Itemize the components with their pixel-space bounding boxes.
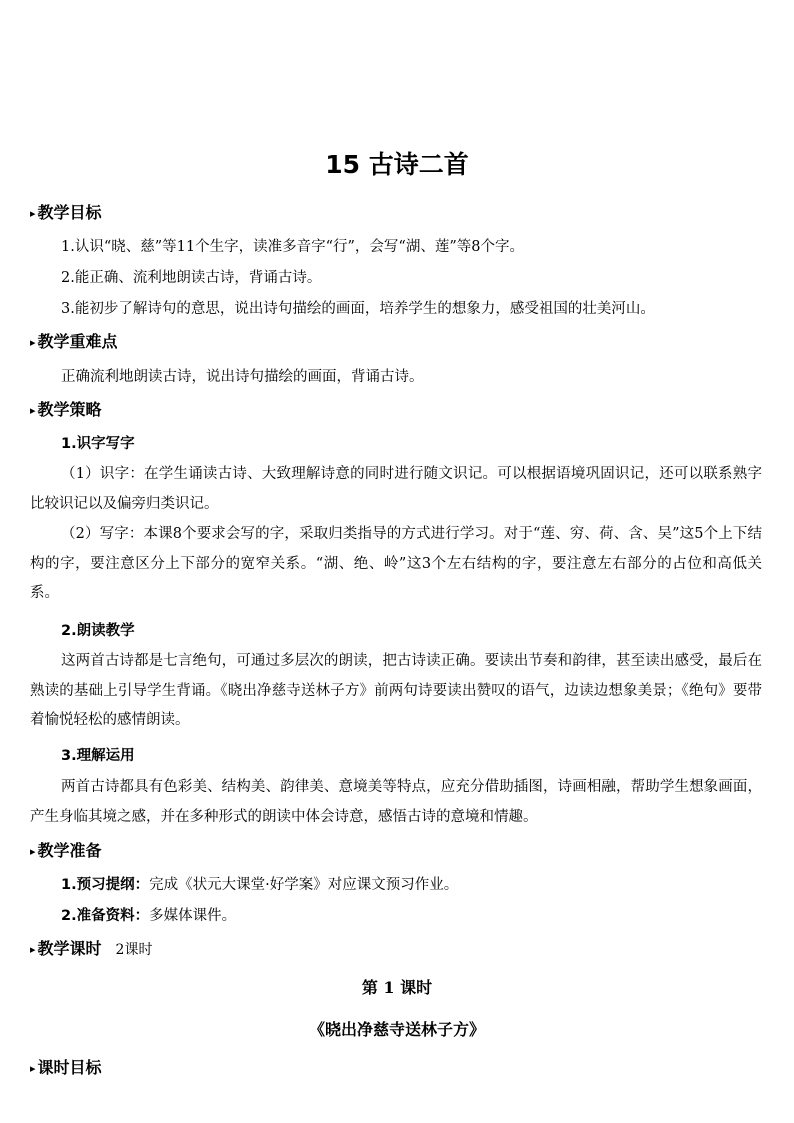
triangle-marker-icon: ▸ (30, 845, 36, 858)
triangle-marker-icon: ▸ (30, 943, 36, 956)
section-keypoints-heading: ▸ 教学重难点 (30, 332, 118, 351)
section-goals-heading: ▸ 教学目标 (30, 203, 102, 222)
goal-item-1: 1.认识“晓、慈”等11个生字，读准多音字“行”，会写“湖、莲”等8个字。 (61, 239, 524, 255)
triangle-marker-icon: ▸ (30, 207, 36, 220)
section-hours-heading: ▸ 教学课时 2课时 (30, 939, 153, 958)
triangle-marker-icon: ▸ (30, 1062, 36, 1075)
strategy-sub-heading-2: 2.朗读教学 (61, 623, 135, 639)
poem-title: 《晓出净慈寺送林子方》 (308, 1020, 485, 1039)
triangle-marker-icon: ▸ (30, 404, 36, 417)
strategy-paragraph-2: （2）写字：本课8个要求会写的字，采取归类指导的方式进行学习。对于“莲、穷、荷、含、吴”这5个上下结构的字，要注意区分上下部分的宽窄关系。“湖、绝、岭”这3个左右结构的字，要注意左右部分的占位和高低关系。 (30, 526, 762, 601)
hours-value: 2课时 (115, 942, 153, 958)
goal-item-2: 2.能正确、流利地朗读古诗，背诵古诗。 (61, 270, 322, 286)
section-strategy-heading: ▸ 教学策略 (30, 400, 102, 419)
strategy-sub-heading-3: 3.理解运用 (61, 748, 135, 764)
prep-item-1: 1.预习提纲：完成《状元大课堂·好学案》对应课文预习作业。 (61, 877, 459, 893)
strategy-sub-heading-1: 1.识字写字 (61, 436, 135, 452)
keypoints-text: 正确流利地朗读古诗，说出诗句描绘的画面，背诵古诗。 (61, 369, 424, 385)
section-prep-heading: ▸ 教学准备 (30, 841, 102, 860)
page-title: 15 古诗二首 (325, 150, 469, 179)
section-lesson-goal-heading: ▸ 课时目标 (30, 1058, 102, 1077)
triangle-marker-icon: ▸ (30, 336, 36, 349)
strategy-paragraph-3: 这两首古诗都是七言绝句，可通过多层次的朗读，把古诗读正确。要读出节奏和韵律，甚至读出感受，最后在熟读的基础上引导学生背诵。《晓出净慈寺送林子方》前两句诗要读出赞叹的语气，边读边想象美景；《绝句》要带着愉悦轻松的感情朗读。 (30, 653, 762, 728)
goal-item-3: 3.能初步了解诗句的意思，说出诗句描绘的画面，培养学生的想象力，感受祖国的壮美河山。 (61, 301, 655, 317)
prep-item-2: 2.准备资料：多媒体课件。 (61, 908, 237, 924)
strategy-paragraph-4: 两首古诗都具有色彩美、结构美、韵律美、意境美等特点，应充分借助插图，诗画相融，帮助学生想象画面，产生身临其境之感，并在多种形式的朗读中体会诗意，感悟古诗的意境和情趣。 (30, 779, 762, 825)
lesson-label: 第 1 课时 (361, 978, 433, 997)
strategy-paragraph-1: （1）识字：在学生诵读古诗、大致理解诗意的同时进行随文识记。可以根据语境巩固识记，还可以联系熟字比较识记以及偏旁归类识记。 (30, 466, 762, 512)
